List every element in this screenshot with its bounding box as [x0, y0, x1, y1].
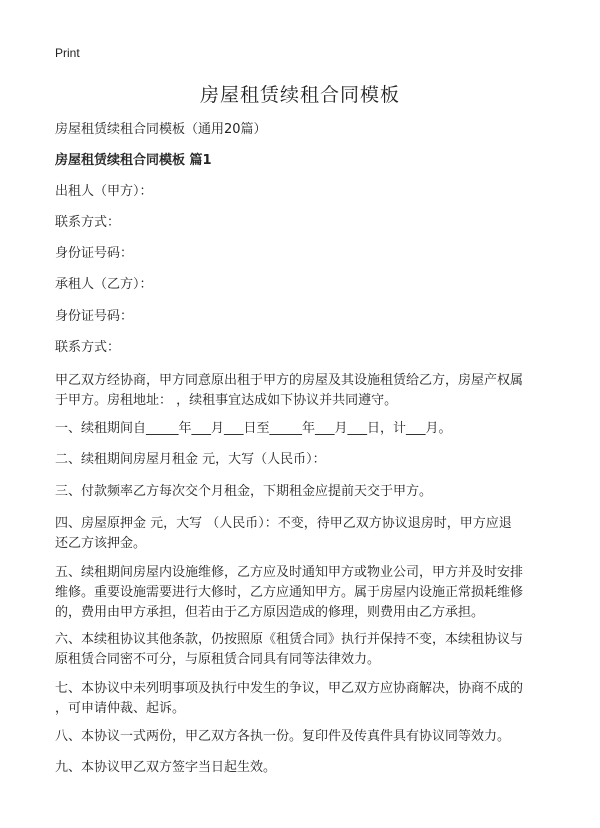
- clause-2: 二、续租期间房屋月租金 元，大写（人民币）：: [55, 452, 326, 467]
- intro-line: 甲乙双方经协商，甲方同意原出租于甲方的房屋及其设施租赁给乙方，房屋产权属: [55, 373, 524, 388]
- clause-4: [55, 514, 547, 554]
- print-label: Print: [55, 46, 80, 60]
- lessor-id-field: 身份证号码：: [55, 246, 134, 261]
- section-heading: 房屋租赁续租合同模板 篇1: [55, 153, 212, 168]
- clause-line: 六、本续租协议其他条款，仍按照原《租赁合同》执行并保持不变，本续租协议与: [55, 632, 524, 647]
- clause-8: 八、本协议一式两份，甲乙双方各执一份。复印件及传真件具有协议同等效力。: [55, 729, 511, 744]
- clause-1: 一、续租期间自_____年___月___日至_____年___月___日，计___月。: [55, 421, 452, 436]
- clause-5: [55, 563, 547, 623]
- clause-line: ，可申请仲裁、起诉。: [55, 701, 186, 716]
- clause-line: 的，费用由甲方承担，但若由于乙方原因造成的修理，则费用由乙方承担。: [55, 605, 485, 620]
- clause-line: 维修。重要设施需要进行大修时，乙方应通知甲方。属于房屋内设施正常损耗维修: [55, 585, 524, 600]
- clause-line: 原租赁合同密不可分，与原租赁合同具有同等法律效力。: [55, 652, 381, 667]
- lessee-field: 承租人（乙方）：: [55, 277, 153, 292]
- lessee-id-field: 身份证号码：: [55, 309, 134, 324]
- clause-7: [55, 679, 547, 719]
- document-subtitle: 房屋租赁续租合同模板（通用20篇）: [55, 122, 267, 137]
- lessee-contact-field: 联系方式：: [55, 340, 121, 355]
- clause-3: 三、付款频率乙方每次交个月租金，下期租金应提前天交于甲方。: [55, 484, 433, 499]
- lessor-field: 出租人（甲方）：: [55, 184, 153, 199]
- intro-paragraph: [55, 371, 547, 411]
- clause-6: [55, 630, 547, 670]
- clause-line: 还乙方该押金。: [55, 536, 147, 551]
- document-title: 房屋租赁续租合同模板: [199, 84, 400, 106]
- clause-9: 九、本协议甲乙双方签字当日起生效。: [55, 760, 277, 775]
- lessor-contact-field: 联系方式：: [55, 215, 121, 230]
- clause-line: 五、续租期间房屋内设施维修，乙方应及时通知甲方或物业公司，甲方并及时安排: [55, 565, 524, 580]
- clause-line: 七、本协议中未列明事项及执行中发生的争议，甲乙双方应协商解决，协商不成的: [55, 681, 524, 696]
- clause-line: 四、房屋原押金 元，大写 （人民币）：不变，待甲乙双方协议退房时，甲方应退: [55, 516, 512, 531]
- intro-line: 于甲方。房租地址： ，续租事宜达成如下协议并共同遵守。: [55, 393, 398, 408]
